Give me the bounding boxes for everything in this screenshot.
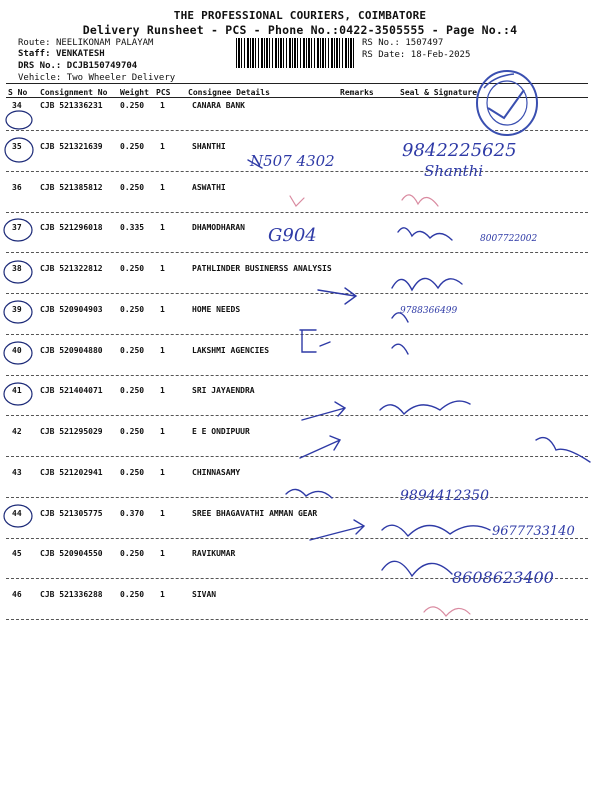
rs-no-label: RS No.: — [362, 38, 400, 48]
row-pcs: 1 — [160, 386, 165, 395]
row-sno: 38 — [12, 264, 22, 273]
row-consignee: RAVIKUMAR — [192, 549, 236, 558]
table-row — [0, 427, 600, 467]
row-sno: 43 — [12, 468, 22, 477]
courier-seal-stamp — [474, 68, 540, 138]
drs-value: DCJB150749704 — [66, 61, 138, 71]
row-divider — [6, 252, 588, 253]
col-remarks: Remarks — [340, 88, 374, 97]
row-consignee: LAKSHMI AGENCIES — [192, 346, 270, 355]
row-weight: 0.250 — [120, 183, 145, 192]
row-consignment: CJB 521295029 — [40, 427, 103, 436]
row-sno: 46 — [12, 590, 22, 599]
staff-label: Staff: — [18, 49, 51, 59]
row37-phone-handwriting: 8007722002 — [480, 234, 538, 244]
row-sno: 40 — [12, 346, 22, 355]
row44-phone-handwriting: 9677733140 — [492, 524, 575, 539]
rs-date-label: RS Date: — [362, 50, 406, 60]
row-consignment: CJB 521385812 — [40, 183, 103, 192]
row-consignee: ASWATHI — [192, 183, 226, 192]
row-divider — [6, 293, 588, 294]
staff-line — [18, 49, 105, 59]
row-pcs: 1 — [160, 101, 165, 110]
row-weight: 0.250 — [120, 264, 145, 273]
col-sno: S No — [8, 88, 28, 97]
row-consignment: CJB 521296018 — [40, 223, 103, 232]
rs-date-line — [362, 50, 470, 60]
row-weight: 0.335 — [120, 223, 145, 232]
row-pcs: 1 — [160, 183, 165, 192]
row39-phone-handwriting: 9788366499 — [400, 306, 458, 316]
row-consignee: HOME NEEDS — [192, 305, 241, 314]
row35-phone-handwriting: 9842225625 — [402, 140, 517, 161]
row-pcs: 1 — [160, 305, 165, 314]
row-consignment: CJB 521336231 — [40, 101, 103, 110]
row-consignee: E E ONDIPUUR — [192, 427, 250, 436]
serial-circle-marks — [0, 100, 40, 540]
col-seal-signature: Seal & Signature — [400, 88, 478, 97]
company-title: THE PROFESSIONAL COURIERS, COIMBATORE — [173, 9, 427, 22]
row-divider — [6, 334, 588, 335]
row-consignment: CJB 520904550 — [40, 549, 103, 558]
vehicle-label: Vehicle: — [18, 73, 62, 83]
row-consignee: CHINNASAMY — [192, 468, 241, 477]
row-consignee: SIVAN — [192, 590, 217, 599]
table-row — [0, 183, 600, 223]
route-label: Route: — [18, 38, 51, 48]
table-row — [0, 386, 600, 426]
row-consignment: CJB 521336288 — [40, 590, 103, 599]
row-consignment: CJB 520904880 — [40, 346, 103, 355]
row-sno: 44 — [12, 509, 22, 518]
table-row — [0, 468, 600, 508]
row-weight: 0.250 — [120, 549, 145, 558]
col-pcs: PCS — [156, 88, 171, 97]
row-pcs: 1 — [160, 223, 165, 232]
row45-phone-handwriting: 8608623400 — [452, 568, 554, 587]
row-consignment: CJB 520904903 — [40, 305, 103, 314]
row-divider — [6, 497, 588, 498]
row-weight: 0.250 — [120, 468, 145, 477]
row-weight: 0.250 — [120, 101, 145, 110]
row-consignment: CJB 521322812 — [40, 264, 103, 273]
vehicle-value: Two Wheeler Delivery — [66, 73, 176, 83]
rs-no-value: 1507497 — [405, 38, 444, 48]
route-value: NEELIKONAM PALAYAM — [55, 38, 154, 48]
row-sno: 45 — [12, 549, 22, 558]
row-weight: 0.250 — [120, 305, 145, 314]
row-consignment: CJB 521404071 — [40, 386, 103, 395]
row-sno: 36 — [12, 183, 22, 192]
row-divider — [6, 619, 588, 620]
row-pcs: 1 — [160, 549, 165, 558]
row-divider — [6, 171, 588, 172]
row37-remark-handwriting: G904 — [268, 225, 317, 246]
row-pcs: 1 — [160, 509, 165, 518]
row-consignee: PATHLINDER BUSINERSS ANALYSIS — [192, 264, 332, 273]
runsheet-title: Delivery Runsheet - PCS - Phone No.:0422-3505555 - Page No.:4 — [82, 23, 518, 37]
row-sno: 42 — [12, 427, 22, 436]
row35-remark-handwriting: N507 4302 — [250, 152, 335, 170]
row-divider — [6, 415, 588, 416]
row-sno: 35 — [12, 142, 22, 151]
row-weight: 0.250 — [120, 590, 145, 599]
row-sno: 41 — [12, 386, 22, 395]
row-consignee: SHANTHI — [192, 142, 226, 151]
row35-name-handwriting: Shanthi — [424, 162, 484, 180]
drs-label: DRS No.: — [18, 61, 62, 71]
row-weight: 0.250 — [120, 427, 145, 436]
row-divider — [6, 212, 588, 213]
row-consignee: DHAMODHARAN — [192, 223, 245, 232]
rs-date-value: 18-Feb-2025 — [410, 50, 471, 60]
row-divider — [6, 456, 588, 457]
row-sno: 34 — [12, 101, 22, 110]
row43-phone-handwriting: 9894412350 — [400, 488, 490, 504]
row-weight: 0.250 — [120, 142, 145, 151]
rs-no-line — [362, 38, 443, 48]
table-row — [0, 264, 600, 304]
row-sno: 39 — [12, 305, 22, 314]
table-row — [0, 346, 600, 386]
row-pcs: 1 — [160, 427, 165, 436]
table-row — [0, 305, 600, 345]
row-consignment: CJB 521321639 — [40, 142, 103, 151]
row-consignment: CJB 521305775 — [40, 509, 103, 518]
table-row — [0, 590, 600, 630]
row-consignee: SRI JAYAENDRA — [192, 386, 255, 395]
drs-line — [18, 61, 137, 71]
row-weight: 0.250 — [120, 386, 145, 395]
row-consignee: CANARA BANK — [192, 101, 245, 110]
row-consignment: CJB 521202941 — [40, 468, 103, 477]
row-weight: 0.250 — [120, 346, 145, 355]
row-pcs: 1 — [160, 346, 165, 355]
vehicle-line — [18, 73, 175, 83]
row-consignee: SREE BHAGAVATHI AMMAN GEAR — [192, 509, 318, 518]
row-pcs: 1 — [160, 142, 165, 151]
barcode — [236, 38, 354, 68]
staff-value: VENKATESH — [55, 49, 105, 59]
col-weight: Weight — [120, 88, 149, 97]
row-weight: 0.370 — [120, 509, 145, 518]
row-sno: 37 — [12, 223, 22, 232]
row-pcs: 1 — [160, 590, 165, 599]
col-consignee: Consignee Details — [188, 88, 270, 97]
row-divider — [6, 375, 588, 376]
row-pcs: 1 — [160, 468, 165, 477]
route-line — [18, 38, 153, 48]
col-consignment: Consignment No — [40, 88, 108, 97]
row-pcs: 1 — [160, 264, 165, 273]
